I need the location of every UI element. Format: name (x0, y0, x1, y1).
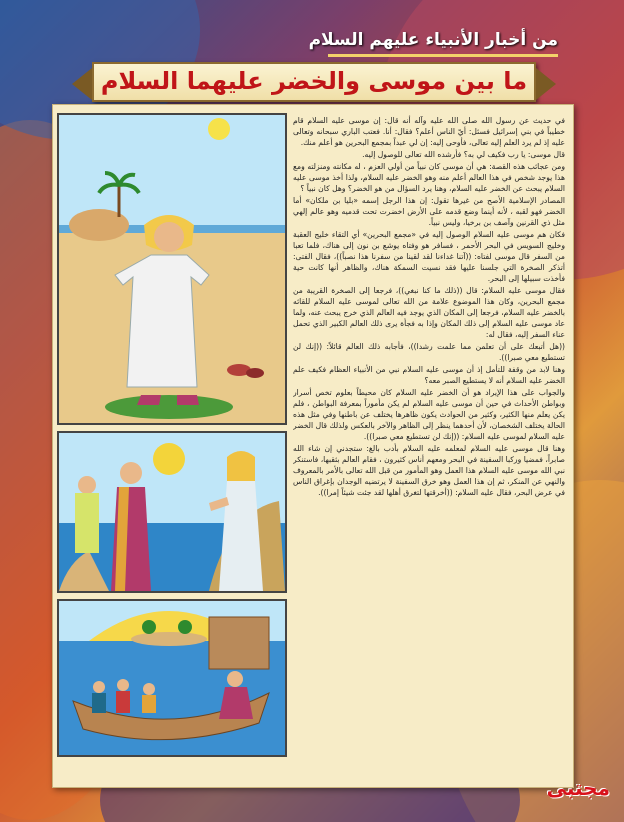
boat-scene-illustration (57, 599, 287, 757)
article-panel (52, 104, 574, 788)
paragraph: المصادر الإسلامية الأصح من غيرها تقول: إن هذا الرجل إسمه «بليا بن ملكان» أما الخضر فهو لقبه ، لأنه أينما وضع قدمه على الأرض اخضرت تحت قدميه وهو عالم إلهي مثل ذي القرنين وآصف بن برخيا، وليس نبياً. (293, 196, 565, 227)
paragraph: والجواب على هذا الإيراد هو أن الخضر عليه السلام كان محيطاً بعلوم تخص أسرار وبواطن الأحداث في حين أن موسى عليه السلام لم يكن مأموراً بمعرفة البواطن ، فلم يكن يعلم منها الكثير، وكثير من الحوادث يكون ظاهرها يختلف عن باطنها وفي مثل هذه الحالة يختلف الشخصان، لأن أحدهما ينظر إلى الظاهر والآخر بالعكس ولذلك قال الخضر عليه السلام لموسى عليه السلام: ((إنك لن تستطيع معي صبرا)). (293, 388, 565, 441)
prophet-standing-illustration (57, 113, 287, 425)
header-underline (328, 54, 558, 57)
section-header-text: من أخبار الأنبياء عليهم السلام (308, 30, 558, 50)
paragraph: قال موسى: يا رب فكيف لي به؟ فأرشده الله تعالى للوصول إليه. (362, 150, 565, 159)
paragraph: ((هل أتبعك على أن تعلمن مما علمت رشدا))، فأجابه ذلك العالم قائلاً: ((إنك لن تستطيع معي صبرا)). (293, 342, 565, 362)
paragraph: فكان هم موسى عليه السلام الوصول إليه في «مجمع البحرين» أي التقاء خليج العقبة وخليج السويس في البحر الأحمر ، فسافر هو وفتاه يوشع بن نون إلى هناك، فلما تعبا من السفر قال موسى لفتاه: ((آتنا غداءنا لقد لقينا من سفرنا هذا نصباً))، فقال الفتى: أتذكر الصخرة التي جلسنا عليها فقد نسيت السمكة هناك، والظاهر أنها كانت حية فأخذت سبيلها إلى البحر. (293, 230, 565, 283)
paragraph: فقال موسى عليه السلام: قال ((ذلك ما كنا نبغي))، فرجعا إلى الصخرة القريبة من مجمع البحرين، وكان هذا الموضوع علامة من الله تعالى لموسى عليه السلام للقائه بالخضر عليه السلام، فرجعا إلى المكان الذي يوجد فيه العالم الذي خرج يبحث عنه، ولما عاد موسى عليه السلام إلى ذلك المكان وإذا به فجأة يرى ذلك العالم الكبير الذي تحمل عناء السفر إليه، فقال له: (293, 286, 565, 339)
paragraph: وهنا قال موسى عليه السلام لمعلمه عليه السلام بأدب بالغ: ستجدني إن شاء الله صابراً، فمضيا وركبا السفينة في البحر ومعهم أناس كثيرون ، فقام العالم بثقبها، فاستنكر نبي الله موسى عليه السلام هذا العمل وهو المأمور من قبل الله تعالى بالأمر بالمعروف والنهي عن المنكر، ثم إن هذا العمل وهو خرق السفينة لا يرتضيه الوجدان بإغراق الناس في عرض البحر، فقال عليه السلام: ((أخرقتها لتغرق أهلها لقد جئت شيئاً إمرا)). (293, 444, 565, 497)
magazine-logo: مجتبى (546, 776, 610, 800)
paragraph: وهنا لابد من وقفة للتأمل إذ أن موسى عليه السلام نبي من الأنبياء العظام فكيف علم الخضر عليه السلام أنه لا يستطيع الصبر معه؟ (293, 365, 565, 385)
title-ribbon (92, 62, 536, 102)
paragraph: ومن عجائب هذه القصة: هي أن موسى كان نبياً من أولي العزم ، له مكانته ومنزلته ومع هذا يوجد شخص في هذا العالم أعلم منه وهو الخضر عليه السلام، ولذا أخذ موسى عليه السلام يبحث عن الخضر عليه السلام، وهنا يرد السؤال من هو الخضر؟ وهل كان نبياً ؟ (293, 162, 565, 193)
article-title: ما بين موسى والخضر عليهما السلام (100, 67, 528, 95)
article-body (293, 115, 565, 783)
meeting-at-shore-illustration (57, 431, 287, 593)
section-header (298, 30, 558, 56)
paragraph: في حديث عن رسول الله صلى الله عليه وآله أنه قال: إن موسى عليه السلام قام خطيباً في بني إسرائيل فسئل: أيّ الناس أعلم؟ فقال: أنا. فعتب الباري سبحانه وتعالى عليه إذ لم يرد العلم إليه تعالى، فأوحى إليه: إن لي عبداً بمجمع البحرين هو أعلم منك. (293, 116, 565, 147)
